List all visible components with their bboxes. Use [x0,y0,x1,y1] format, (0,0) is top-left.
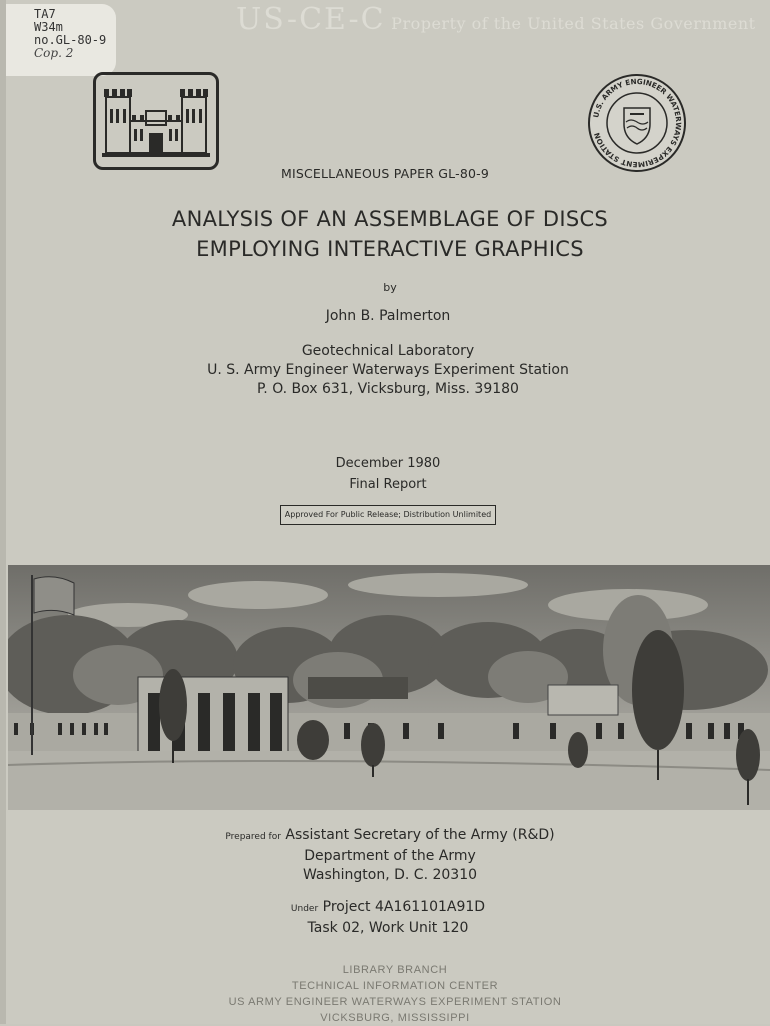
sponsor-name: Assistant Secretary of the Army (R&D) [285,827,555,843]
report-title-line-2: EMPLOYING INTERACTIVE GRAPHICS [196,237,584,261]
author-name: John B. Palmerton [325,308,451,324]
ownership-stamp-prefix: US-CE-C [236,2,386,37]
affiliation-address: P. O. Box 631, Vicksburg, Miss. 39180 [257,381,519,397]
affiliation-lab: Geotechnical Laboratory [301,343,475,359]
sponsor-department: Department of the Army [304,848,476,864]
project-block [0,898,770,938]
report-title [0,204,770,264]
project-number: Project 4A161101A91D [322,899,486,915]
station-building-illustration [8,565,770,810]
report-title-line-1: ANALYSIS OF AN ASSEMBLAGE OF DISCS [171,207,609,231]
library-stamp-line-3: US ARMY ENGINEER WATERWAYS EXPERIMENT STATION [228,996,562,1008]
waterways-experiment-station-seal-icon [586,72,688,174]
prepared-for-block [0,826,770,885]
seal-text: U.S. ARMY ENGINEER WATERWAYS EXPERIMENT STATION [591,76,684,170]
call-number-line-1: TA7 [34,7,56,21]
library-branch-stamp [0,962,770,1026]
affiliation-block [0,342,770,399]
library-stamp-line-2: TECHNICAL INFORMATION CENTER [291,980,499,992]
copy-number: Cop. 2 [34,46,74,60]
call-number-line-2: W34m [34,20,63,34]
report-date: December 1980 [335,456,441,471]
report-type: Final Report [349,477,427,492]
series-number: MISCELLANEOUS PAPER GL-80-9 [280,166,490,181]
library-call-number-label [6,4,116,76]
ownership-stamp-text: Property of the United States Government [391,14,756,33]
by-label: by [383,281,397,294]
distribution-statement-box: Approved For Public Release; Distribution Unlimited [280,505,496,525]
task-work-unit: Task 02, Work Unit 120 [307,920,469,936]
call-number-line-3: no.GL-80-9 [34,33,107,47]
corps-of-engineers-castle-icon [93,72,219,170]
affiliation-station: U. S. Army Engineer Waterways Experiment Station [207,362,569,378]
library-stamp-line-4: VICKSBURG, MISSISSIPPI [320,1012,470,1024]
ownership-stamp [236,2,756,37]
project-prefix: Under [290,904,319,914]
prepared-for-prefix: Prepared for [225,832,281,842]
library-stamp-line-1: LIBRARY BRANCH [342,964,448,976]
sponsor-address: Washington, D. C. 20310 [302,867,478,883]
